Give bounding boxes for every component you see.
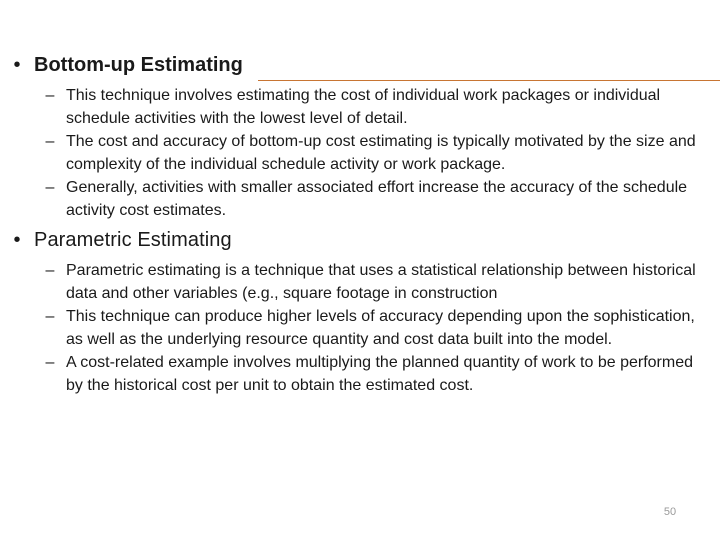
list-item-text: A cost-related example involves multiplying the planned quantity of work to be performed by the historical cost per unit to obtain the estimated cost.: [66, 354, 694, 394]
list-item-text: This technique can produce higher levels of accuracy depending upon the sophistication, as well as the underlying resource quantity and cost data built into the model.: [66, 308, 695, 348]
dash-icon: –: [45, 179, 55, 196]
bullet-icon: •: [13, 229, 21, 251]
bullet-list: [0, 84, 720, 222]
dash-icon: –: [45, 87, 55, 104]
dash-icon: –: [45, 133, 55, 150]
dash-icon: –: [45, 262, 55, 279]
list-item: [0, 351, 720, 397]
dash-icon: –: [45, 354, 55, 371]
section-heading: [0, 227, 720, 253]
list-item-text: This technique involves estimating the cost of individual work packages or individual schedule activities with the lowest level of detail.: [66, 87, 661, 127]
bullet-icon: •: [13, 54, 21, 76]
list-item: [0, 176, 720, 222]
bullet-list: [0, 259, 720, 397]
list-item-text: The cost and accuracy of bottom-up cost estimating is typically motivated by the size and complexity of the individual schedule activity or work package.: [66, 133, 696, 173]
page-number: 50: [663, 506, 677, 518]
dash-icon: –: [45, 308, 55, 325]
list-item: [0, 305, 720, 351]
list-item: [0, 259, 720, 305]
section-parametric-estimating: [0, 227, 720, 397]
list-item-text: Parametric estimating is a technique that uses a statistical relationship between historical data and other variables (e.g., square footage in construction: [66, 262, 696, 302]
list-item: [0, 130, 720, 176]
list-item: [0, 84, 720, 130]
list-item-text: Generally, activities with smaller associated effort increase the accuracy of the schedule activity cost estimates.: [66, 179, 688, 219]
heading-text: Parametric Estimating: [34, 229, 232, 251]
section-bottom-up-estimating: [0, 52, 720, 222]
heading-text: Bottom-up Estimating: [34, 54, 243, 76]
section-heading: [0, 52, 720, 78]
